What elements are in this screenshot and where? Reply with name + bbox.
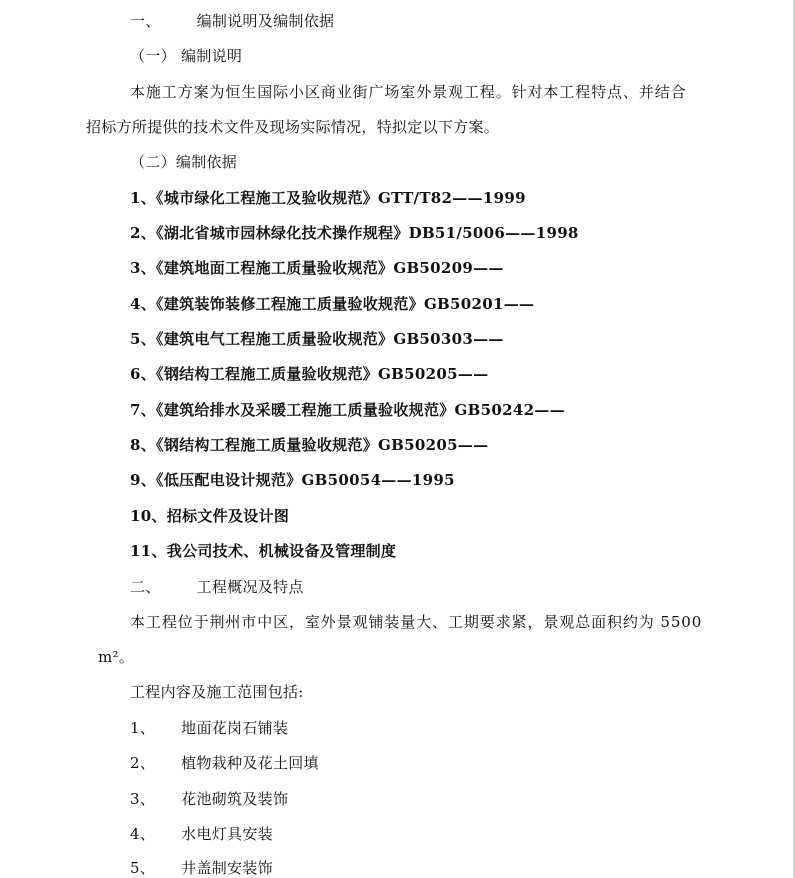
scope-item-text: 井盖制安装饰 — [181, 859, 273, 877]
scope-item-number: 5、 — [130, 859, 156, 877]
reference-item: 10、招标文件及设计图 — [130, 507, 290, 525]
intro-line-1: 本施工方案为恒生国际小区商业街广场室外景观工程。针对本工程特点、并结合 — [130, 83, 687, 101]
scope-item — [130, 718, 795, 738]
scope-item-number: 1、 — [130, 719, 156, 737]
scope-item-text: 花池砌筑及装饰 — [181, 790, 289, 808]
reference-item: 11、我公司技术、机械设备及管理制度 — [130, 542, 397, 560]
reference-item: 4、《建筑装饰装修工程施工质量验收规范》GB50201—— — [130, 295, 535, 313]
reference-item: 6、《钢结构工程施工质量验收规范》GB50205—— — [130, 365, 489, 383]
intro-line-2: 招标方所提供的技术文件及现场实际情况，特拟定以下方案。 — [86, 118, 500, 136]
scope-item-number: 2、 — [130, 754, 156, 772]
reference-item: 1、《城市绿化工程施工及验收规范》GTT/T82——1999 — [130, 189, 526, 207]
reference-item: 8、《钢结构工程施工质量验收规范》GB50205—— — [130, 436, 489, 454]
scope-item-text: 水电灯具安装 — [181, 825, 273, 843]
overview-line-1: 本工程位于荆州市中区，室外景观铺装量大、工期要求紧，景观总面积约为 5500 — [130, 613, 703, 631]
overview-line-2: m²。 — [98, 648, 135, 666]
section-1-title: 编制说明及编制依据 — [196, 12, 335, 30]
subsection-1-heading: （一） 编制说明 — [130, 47, 243, 65]
reference-item: 2、《湖北省城市园林绿化技术操作规程》DB51/5006——1998 — [130, 224, 579, 242]
scope-item — [130, 824, 795, 844]
scope-item — [130, 858, 795, 878]
section-1-number: 一、 — [130, 12, 161, 30]
section-2-number: 二、 — [130, 578, 161, 596]
section-2-heading — [130, 577, 795, 597]
subsection-2-heading: （二）编制依据 — [130, 153, 238, 171]
section-2-title: 工程概况及特点 — [196, 578, 304, 596]
scope-intro: 工程内容及施工范围包括: — [130, 683, 304, 701]
reference-item: 9、《低压配电设计规范》GB50054——1995 — [130, 471, 455, 489]
scope-item-text: 地面花岗石铺装 — [181, 719, 289, 737]
scope-item-text: 植物栽种及花土回填 — [181, 754, 319, 772]
reference-item: 7、《建筑给排水及采暖工程施工质量验收规范》GB50242—— — [130, 401, 565, 419]
scope-item — [130, 753, 795, 773]
scope-item-number: 4、 — [130, 825, 156, 843]
reference-item: 3、《建筑地面工程施工质量验收规范》GB50209—— — [130, 259, 504, 277]
scope-item-number: 3、 — [130, 790, 156, 808]
reference-item: 5、《建筑电气工程施工质量验收规范》GB50303—— — [130, 330, 504, 348]
scope-item — [130, 789, 795, 809]
section-1-heading — [130, 11, 795, 31]
